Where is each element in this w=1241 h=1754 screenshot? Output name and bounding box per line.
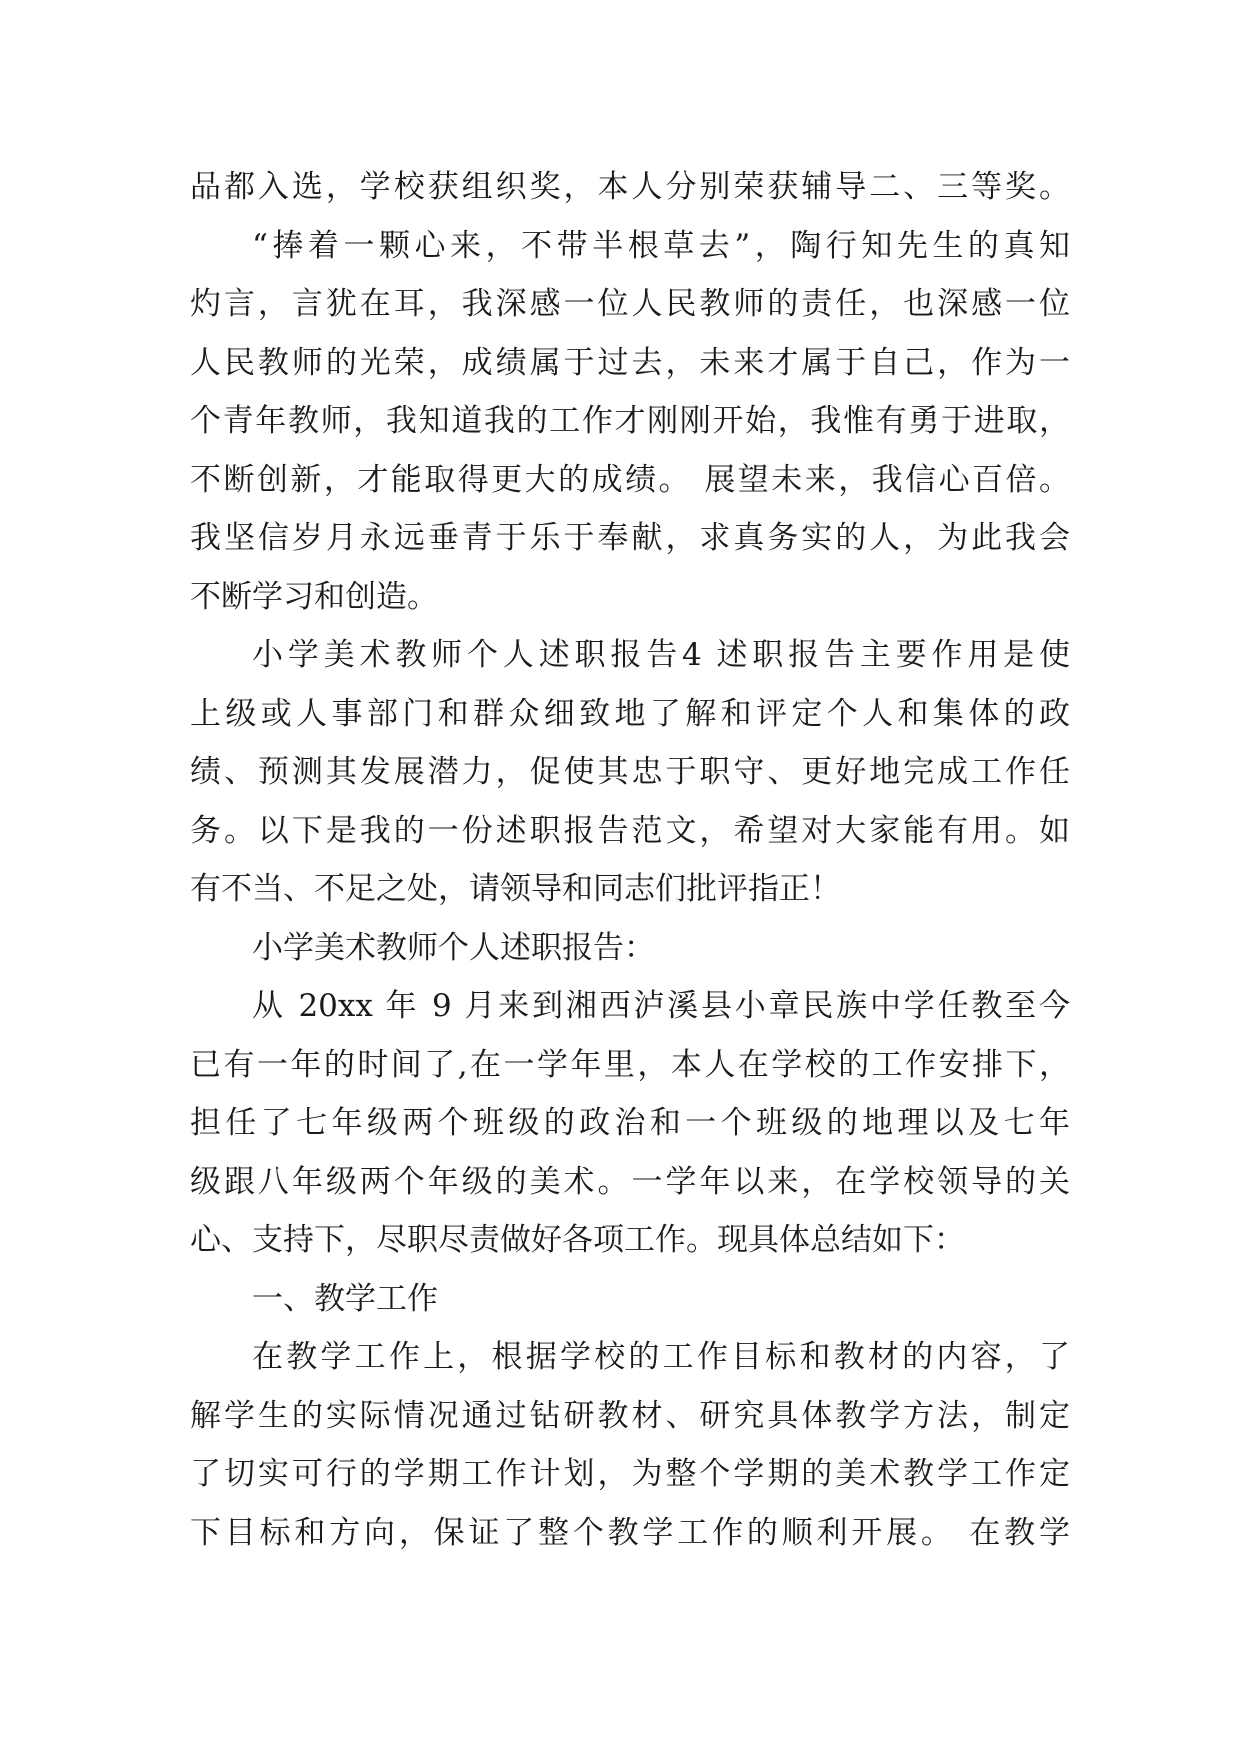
text-line: 绩、预测其发展潜力，促使其忠于职守、更好地完成工作任 [190,754,1070,790]
text-line: 务。以下是我的一份述职报告范文，希望对大家能有用。如 [190,812,1070,849]
text-line: 有不当、不足之处，请领导和同志们批评指正！ [190,871,841,907]
text-line: 解学生的实际情况通过钻研教材、研究具体教学方法，制定 [190,1397,1070,1434]
text-line: 在教学工作上，根据学校的工作目标和教材的内容，了 [252,1339,1070,1375]
section-heading: 一、教学工作 [252,1280,438,1317]
text-line: 不断学习和创造。 [190,578,438,615]
text-line: 小学美术教师个人述职报告： [252,929,655,966]
document-body [190,158,1070,1562]
text-line: 从 20xx 年 9 月来到湘西泸溪县小章民族中学任教至今 [252,988,1070,1024]
text-line: 品都入选，学校获组织奖，本人分别荣获辅导二、三等奖。 [190,169,1070,205]
text-line: 已有一年的时间了,在一学年里，本人在学校的工作安排下， [190,1046,1070,1083]
text-line: 灼言，言犹在耳，我深感一位人民教师的责任，也深感一位 [190,286,1070,322]
text-line: 级跟八年级两个年级的美术。一学年以来，在学校领导的关 [190,1163,1070,1200]
text-line: 了切实可行的学期工作计划，为整个学期的美术教学工作定 [190,1456,1070,1492]
text-line: 心、支持下，尽职尽责做好各项工作。现具体总结如下： [190,1222,965,1258]
text-line: 我坚信岁月永远垂青于乐于奉献，求真务实的人，为此我会 [190,520,1070,556]
text-line: 个青年教师，我知道我的工作才刚刚开始，我惟有勇于进取， [190,403,1070,439]
text-line: 不断创新，才能取得更大的成绩。 展望未来，我信心百倍。 [190,461,1070,498]
text-line: 人民教师的光荣，成绩属于过去，未来才属于自己，作为一 [190,344,1070,381]
text-line: 上级或人事部门和群众细致地了解和评定个人和集体的政 [190,695,1070,732]
text-line: 担任了七年级两个班级的政治和一个班级的地理以及七年 [190,1105,1070,1141]
text-line: “捧着一颗心来，不带半根草去”，陶行知先生的真知 [252,227,1070,264]
text-line: 下目标和方向，保证了整个教学工作的顺利开展。 在教学 [190,1514,1070,1551]
text-line: 小学美术教师个人述职报告4 述职报告主要作用是使 [252,637,1070,673]
